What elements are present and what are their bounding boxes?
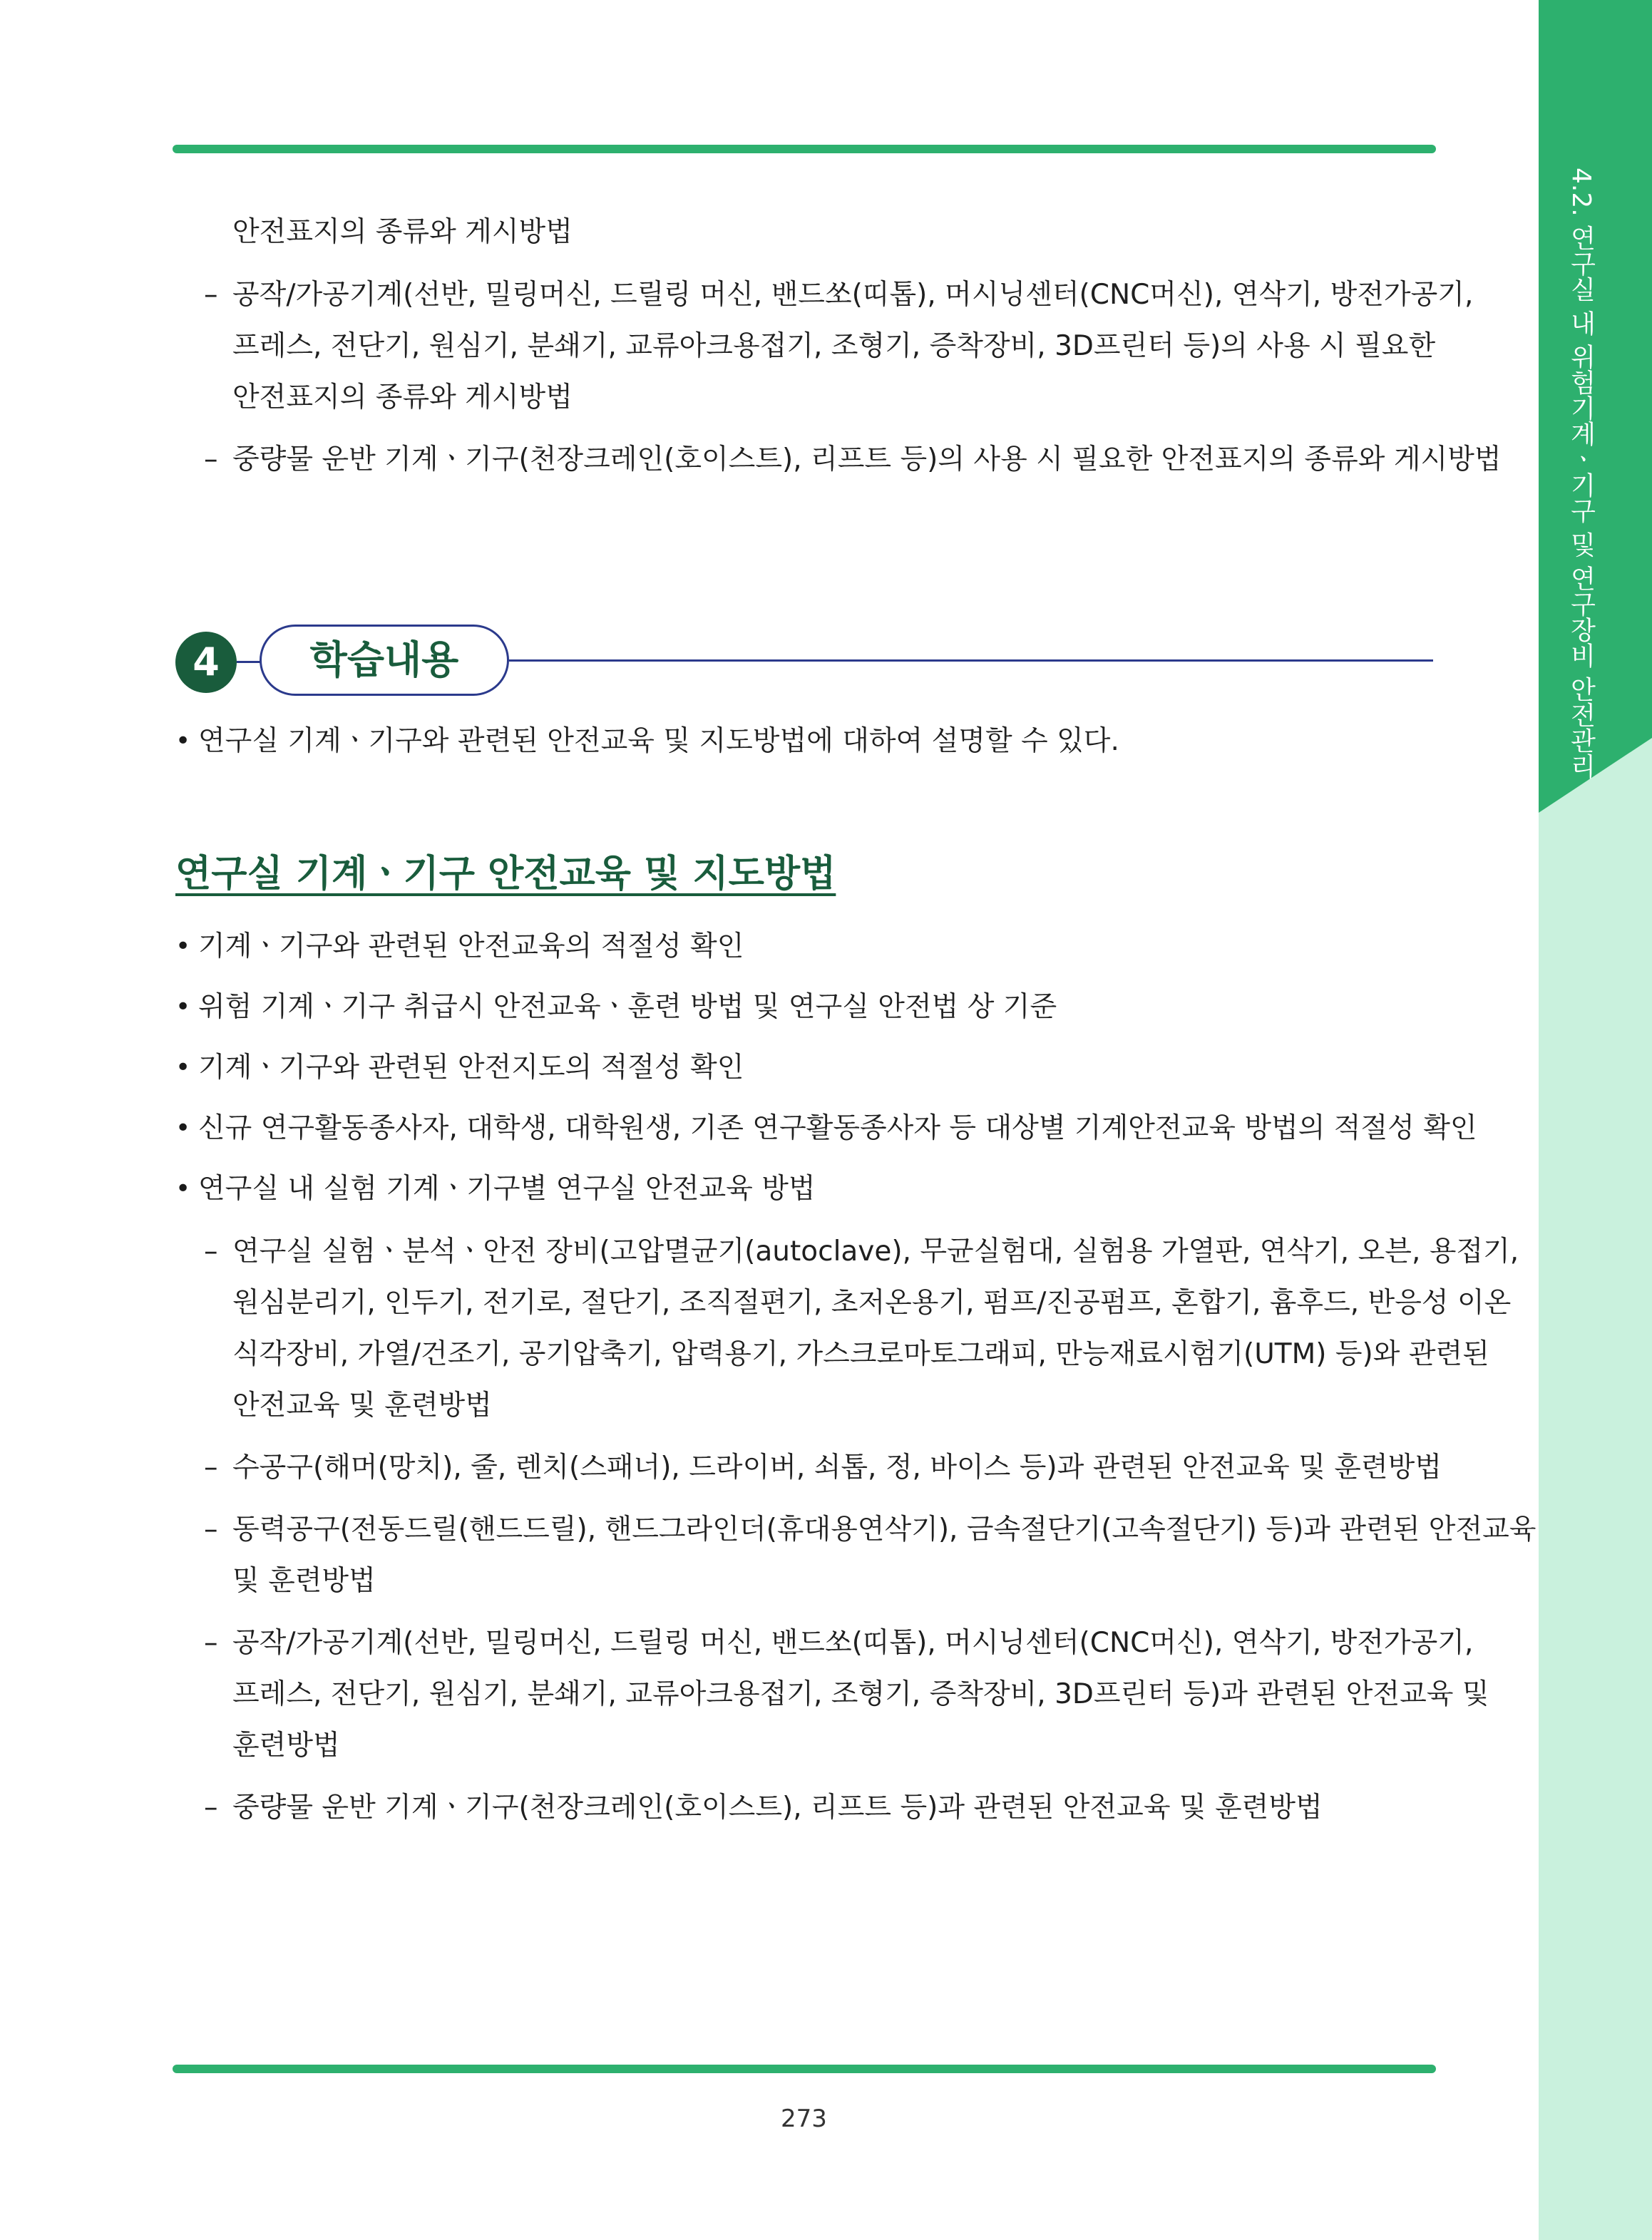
sub-item-2-line-1: 수공구(해머(망치), 줄, 렌치(스패너), 드라이버, 쇠톱, 정, 바이스 등)과 관련된 안전교육 및 훈련방법 bbox=[232, 1452, 1442, 1484]
section-connector bbox=[237, 661, 261, 663]
sub-item-1-line-3: 식각장비, 가열/건조기, 공기압축기, 압력용기, 가스크로마토그래피, 만능재료시험기(UTM) 등)와 관련된 bbox=[232, 1338, 1489, 1370]
bullet-marker: • bbox=[175, 992, 191, 1022]
sub-item-1-line-1: 연구실 실험ㆍ분석ㆍ안전 장비(고압멸균기(autoclave), 무균실험대, 실험용 가열판, 연삭기, 오븐, 용접기, bbox=[232, 1235, 1519, 1268]
section-label: 학습내용 bbox=[260, 625, 509, 696]
dash-marker: – bbox=[204, 443, 218, 476]
top-item-1-line-2: 프레스, 전단기, 원심기, 분쇄기, 교류아크용접기, 조형기, 증착장비, 3D프린터 등)의 사용 시 필요한 bbox=[232, 330, 1436, 362]
sub-item-3-line-1: 동력공구(전동드릴(핸드드릴), 핸드그라인더(휴대용연삭기), 금속절단기(고속절단기) 등)과 관련된 안전교육 bbox=[232, 1514, 1536, 1546]
learning-objective: 연구실 기계ㆍ기구와 관련된 안전교육 및 지도방법에 대하여 설명할 수 있다. bbox=[198, 725, 1119, 757]
sub-item-4-line-1: 공작/가공기계(선반, 밀링머신, 드릴링 머신, 밴드쏘(띠톱), 머시닝센터(CNC머신), 연삭기, 방전가공기, bbox=[232, 1627, 1474, 1659]
main-bullet-3: 기계ㆍ기구와 관련된 안전지도의 적절성 확인 bbox=[198, 1052, 744, 1084]
sub-item-1-line-2: 원심분리기, 인두기, 전기로, 절단기, 조직절편기, 초저온용기, 펌프/진공펌프, 혼합기, 흄후드, 반응성 이온 bbox=[232, 1287, 1512, 1319]
dash-marker: – bbox=[204, 1514, 218, 1546]
page-number: 273 bbox=[781, 2105, 827, 2133]
dash-marker: – bbox=[204, 1792, 218, 1824]
bullet-marker: • bbox=[175, 1174, 191, 1203]
section-number-badge: 4 bbox=[175, 632, 237, 693]
top-item-1-line-1: 공작/가공기계(선반, 밀링머신, 드릴링 머신, 밴드쏘(띠톱), 머시닝센터(CNC머신), 연삭기, 방전가공기, bbox=[232, 279, 1474, 311]
bottom-rule bbox=[173, 2065, 1436, 2073]
bullet-marker: • bbox=[175, 1114, 191, 1143]
top-rule bbox=[173, 145, 1436, 153]
main-bullet-4: 신규 연구활동종사자, 대학생, 대학원생, 기존 연구활동종사자 등 대상별 기계안전교육 방법의 적절성 확인 bbox=[198, 1112, 1477, 1144]
sub-item-3-line-2: 및 훈련방법 bbox=[232, 1565, 376, 1597]
dash-marker: – bbox=[204, 1235, 218, 1268]
main-bullet-1: 기계ㆍ기구와 관련된 안전교육의 적절성 확인 bbox=[198, 930, 744, 962]
dash-marker: – bbox=[204, 1452, 218, 1484]
sub-item-4-line-3: 훈련방법 bbox=[232, 1730, 340, 1762]
main-bullet-5: 연구실 내 실험 기계ㆍ기구별 연구실 안전교육 방법 bbox=[198, 1173, 816, 1205]
main-section-title: 연구실 기계ㆍ기구 안전교육 및 지도방법 bbox=[175, 853, 836, 895]
top-item-1-line-3: 안전표지의 종류와 게시방법 bbox=[232, 381, 573, 413]
side-tab-title: 4.2. 연구실 내 위험기계ㆍ기구 및 연구장비 안전관리 bbox=[1566, 168, 1596, 779]
bullet-marker: • bbox=[175, 932, 191, 961]
dash-marker: – bbox=[204, 1627, 218, 1659]
side-tab-light bbox=[1539, 738, 1652, 2240]
dash-marker: – bbox=[204, 279, 218, 311]
top-continuation-line: 안전표지의 종류와 게시방법 bbox=[232, 216, 573, 248]
main-bullet-2: 위험 기계ㆍ기구 취급시 안전교육ㆍ훈련 방법 및 연구실 안전법 상 기준 bbox=[198, 991, 1057, 1023]
top-item-2-line-1: 중량물 운반 기계ㆍ기구(천장크레인(호이스트), 리프트 등)의 사용 시 필요한 안전표지의 종류와 게시방법 bbox=[232, 443, 1502, 476]
sub-item-1-line-4: 안전교육 및 훈련방법 bbox=[232, 1389, 492, 1422]
sub-item-5-line-1: 중량물 운반 기계ㆍ기구(천장크레인(호이스트), 리프트 등)과 관련된 안전교육 및 훈련방법 bbox=[232, 1792, 1323, 1824]
bullet-marker: • bbox=[175, 1053, 191, 1082]
bullet-marker: • bbox=[175, 726, 191, 756]
section-header-rule bbox=[509, 659, 1433, 662]
sub-item-4-line-2: 프레스, 전단기, 원심기, 분쇄기, 교류아크용접기, 조형기, 증착장비, 3D프린터 등)과 관련된 안전교육 및 bbox=[232, 1678, 1489, 1710]
